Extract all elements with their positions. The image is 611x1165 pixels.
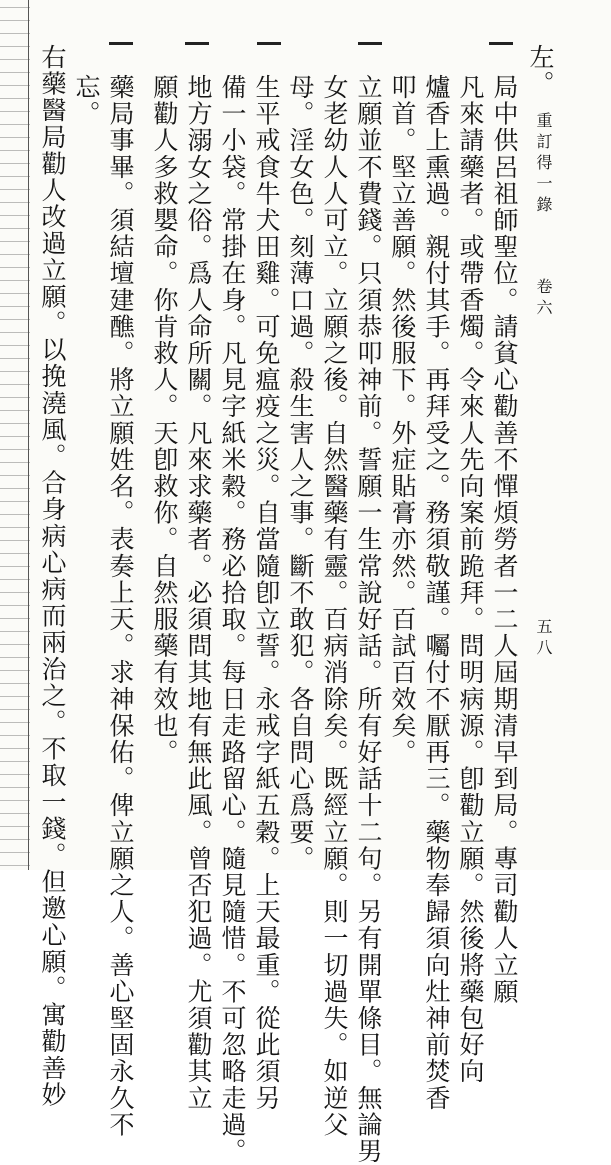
text-column: 備一小袋。常掛在身。凡見字紙米穀。務必拾取。每日走路留心。隨見隨惜。不可忽略走過。 xyxy=(218,74,247,1165)
page-number: 五八 xyxy=(534,618,553,660)
text-column: 願勸人多救嬰命。你肯救人。天卽救你。自然服藥有效也。 xyxy=(150,74,179,766)
text-column: 局中供呂祖師聖位。請貧心勸善不憚煩勞者一二人屆期清早到局。專司勸人立願 xyxy=(490,74,519,1005)
text-column: 藥局事畢。須結壇建醮。將立願姓名。表奏上天。求神保佑。俾立願之人。善心堅固永久不 xyxy=(106,74,135,1138)
item-marker xyxy=(489,42,513,45)
text-column: 叩首。堅立善願。然後服下。外症貼膏亦然。百試百效矣。 xyxy=(388,74,417,766)
carry-over-text: 左。 xyxy=(526,44,555,98)
item-marker xyxy=(185,42,209,45)
volume-label: 卷六 xyxy=(534,278,553,320)
text-column: 忘。 xyxy=(72,74,101,128)
book-title: 重訂得一錄 xyxy=(534,112,553,217)
item-marker xyxy=(358,42,382,45)
item-marker xyxy=(109,42,133,45)
text-column: 女老幼人人可立。立願之後。自然醫藥有靈。百病消除矣。既經立願。則一切過失。如逆父 xyxy=(320,74,349,1138)
text-column: 母。淫女色。刻薄口過。殺生害人之事。斷不敢犯。各自問心爲要。 xyxy=(286,74,315,872)
left-margin-line xyxy=(28,0,29,870)
text-column: 地方溺女之俗。爲人命所關。凡來求藥者。必須問其地有無此風。曾否犯過。尤須勸其立 xyxy=(184,74,213,1112)
closing-note-column: 右藥醫局勸人改過立願。以挽澆風。合身病心病而兩治之。不取一錢。但邀心願。寓勸善妙 xyxy=(38,44,67,1108)
text-column: 生平戒食牛犬田雞。可免瘟疫之災。自當隨卽立誓。永戒字紙五穀。上天最重。從此須另 xyxy=(252,74,281,1112)
text-column: 爐香上熏過。親付其手。再拜受之。務須敬謹。囑付不厭再三。藥物奉歸須向灶神前焚香 xyxy=(422,74,451,1112)
item-marker xyxy=(257,42,281,45)
text-column: 立願並不費錢。只須恭叩神前。誓願一生常說好話。所有好話十二句。另有開單條目。無論男 xyxy=(354,74,383,1165)
scan-edge-noise xyxy=(0,0,30,870)
text-column: 凡來請藥者。或帶香燭。令來人先向案前跪拜。問明病源。卽勸立願。然後將藥包好向 xyxy=(456,74,485,1085)
